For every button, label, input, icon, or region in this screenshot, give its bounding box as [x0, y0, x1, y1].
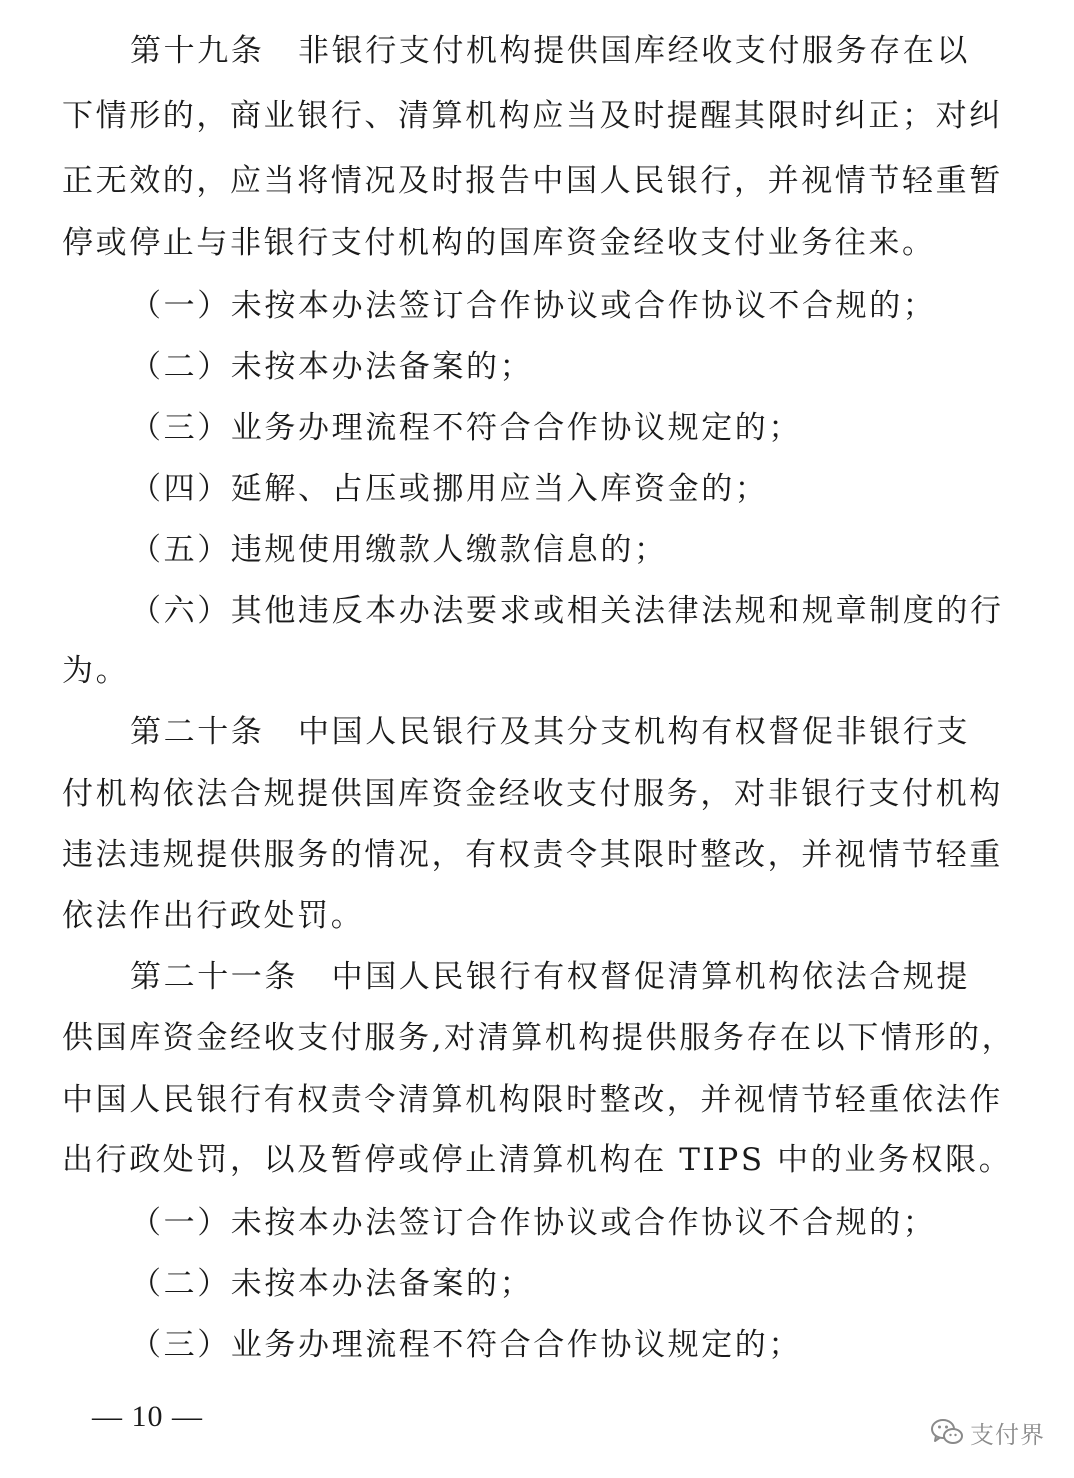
text-line: 第十九条 非银行支付机构提供国库经收支付服务存在以 — [130, 33, 970, 69]
list-item: （二）未按本办法备案的； — [130, 1266, 534, 1302]
text-line: 停或停止与非银行支付机构的国库资金经收支付业务往来。 — [62, 225, 936, 261]
watermark — [930, 1412, 1045, 1452]
text-line: 正无效的，应当将情况及时报告中国人民银行，并视情节轻重暂 — [62, 163, 1003, 199]
page-number: — 10 — — [92, 1400, 203, 1433]
text-line: 为。 — [62, 653, 130, 689]
list-item: （三）业务办理流程不符合合作协议规定的； — [130, 1327, 802, 1363]
text-line: 第二十条 中国人民银行及其分支机构有权督促非银行支 — [130, 714, 970, 750]
text-line: 中国人民银行有权责令清算机构限时整改，并视情节轻重依法作 — [62, 1082, 1003, 1118]
text-line: 供国库资金经收支付服务,对清算机构提供服务存在以下情形的， — [62, 1020, 1016, 1056]
list-item: （三）业务办理流程不符合合作协议规定的； — [130, 410, 802, 446]
wechat-icon — [930, 1417, 964, 1447]
text-line: 依法作出行政处罚。 — [62, 898, 365, 934]
watermark-text: 支付界 — [970, 1420, 1045, 1449]
text-line: 下情形的，商业银行、清算机构应当及时提醒其限时纠正；对纠 — [62, 98, 1003, 134]
text-line: 第二十一条 中国人民银行有权督促清算机构依法合规提 — [130, 959, 970, 995]
text-line: 违法违规提供服务的情况，有权责令其限时整改，并视情节轻重 — [62, 837, 1003, 873]
list-item: （一）未按本办法签订合作协议或合作协议不合规的； — [130, 288, 937, 324]
list-item: （六）其他违反本办法要求或相关法律法规和规章制度的行 — [130, 593, 1004, 629]
list-item: （五）违规使用缴款人缴款信息的； — [130, 532, 668, 568]
list-item: （四）延解、占压或挪用应当入库资金的； — [130, 471, 769, 507]
list-item: （二）未按本办法备案的； — [130, 349, 534, 385]
text-line: 付机构依法合规提供国库资金经收支付服务，对非银行支付机构 — [62, 776, 1003, 812]
text-line: 出行政处罚，以及暂停或停止清算机构在 TIPS 中的业务权限。 — [62, 1142, 1013, 1178]
list-item: （一）未按本办法签订合作协议或合作协议不合规的； — [130, 1205, 937, 1241]
